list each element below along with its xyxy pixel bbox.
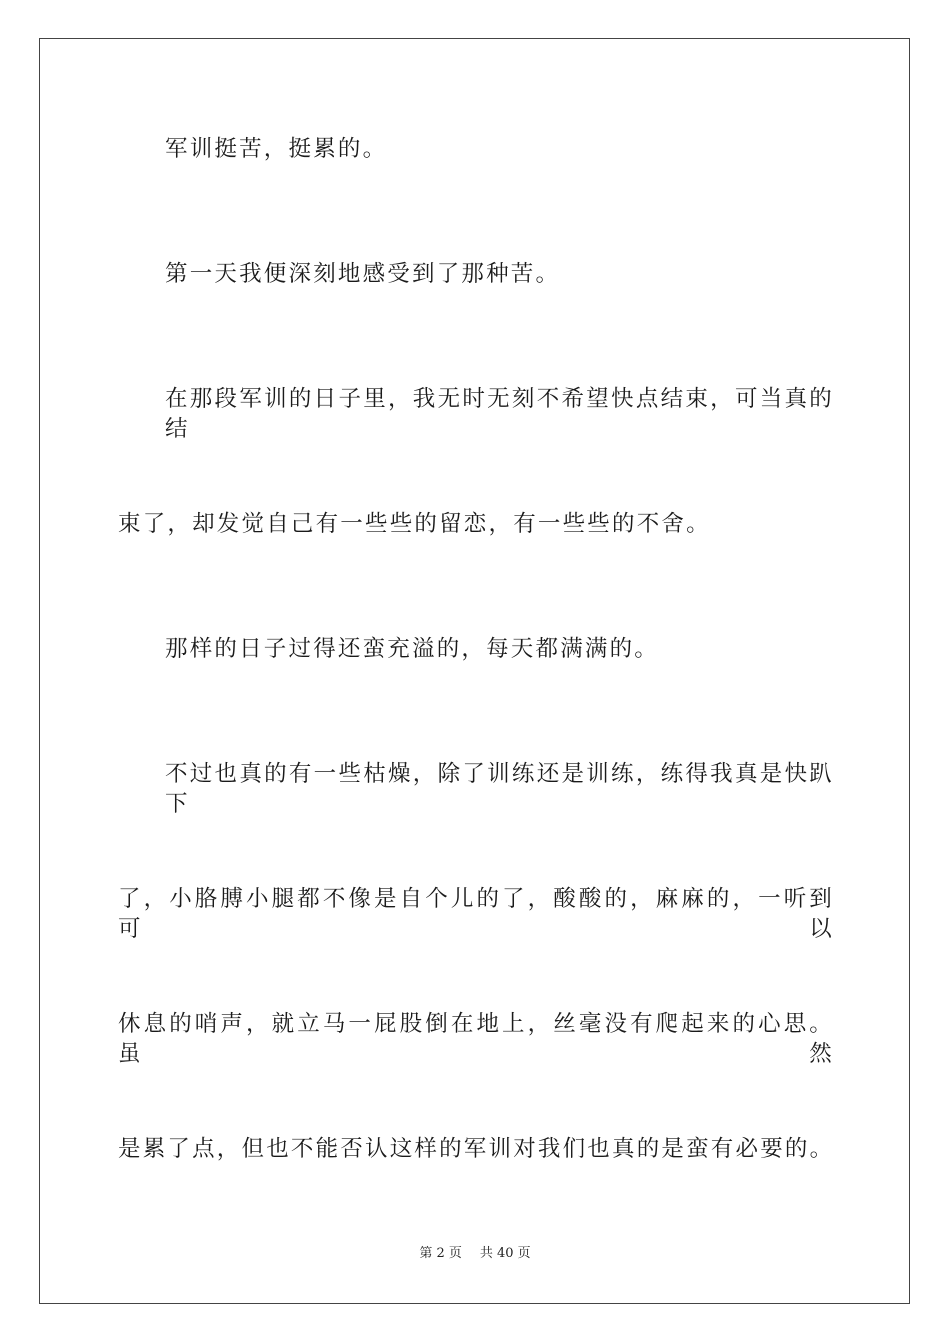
paragraph-5-line-4: 是累了点，但也不能否认这样的军训对我们也真的是蛮有必要的。	[118, 1136, 835, 1162]
page-footer	[0, 1245, 950, 1263]
paragraph-3-line-1: 在那段军训的日子里，我无时无刻不希望快点结束，可当真的结	[165, 386, 834, 442]
page-total: 共 40 页	[479, 1246, 531, 1261]
paragraph-4-line-1: 那样的日子过得还蛮充溢的，每天都满满的。	[165, 636, 660, 662]
paragraph-3-line-2: 束了，却发觉自己有一些些的留恋，有一些些的不舍。	[118, 511, 711, 537]
paragraph-5-line-2: 了，小胳膊小腿都不像是自个儿的了，酸酸的，麻麻的，一听到可以	[118, 886, 834, 942]
paragraph-5-line-1: 不过也真的有一些枯燥，除了训练还是训练，练得我真是快趴下	[165, 761, 834, 817]
paragraph-5-line-3: 休息的哨声，就立马一屁股倒在地上，丝毫没有爬起来的心思。虽然	[118, 1011, 834, 1067]
page-number: 第 2 页	[419, 1246, 462, 1261]
paragraph-1-line-1: 军训挺苦，挺累的。	[165, 136, 388, 162]
paragraph-2-line-1: 第一天我便深刻地感受到了那种苦。	[165, 261, 561, 287]
page-border	[39, 38, 910, 1304]
